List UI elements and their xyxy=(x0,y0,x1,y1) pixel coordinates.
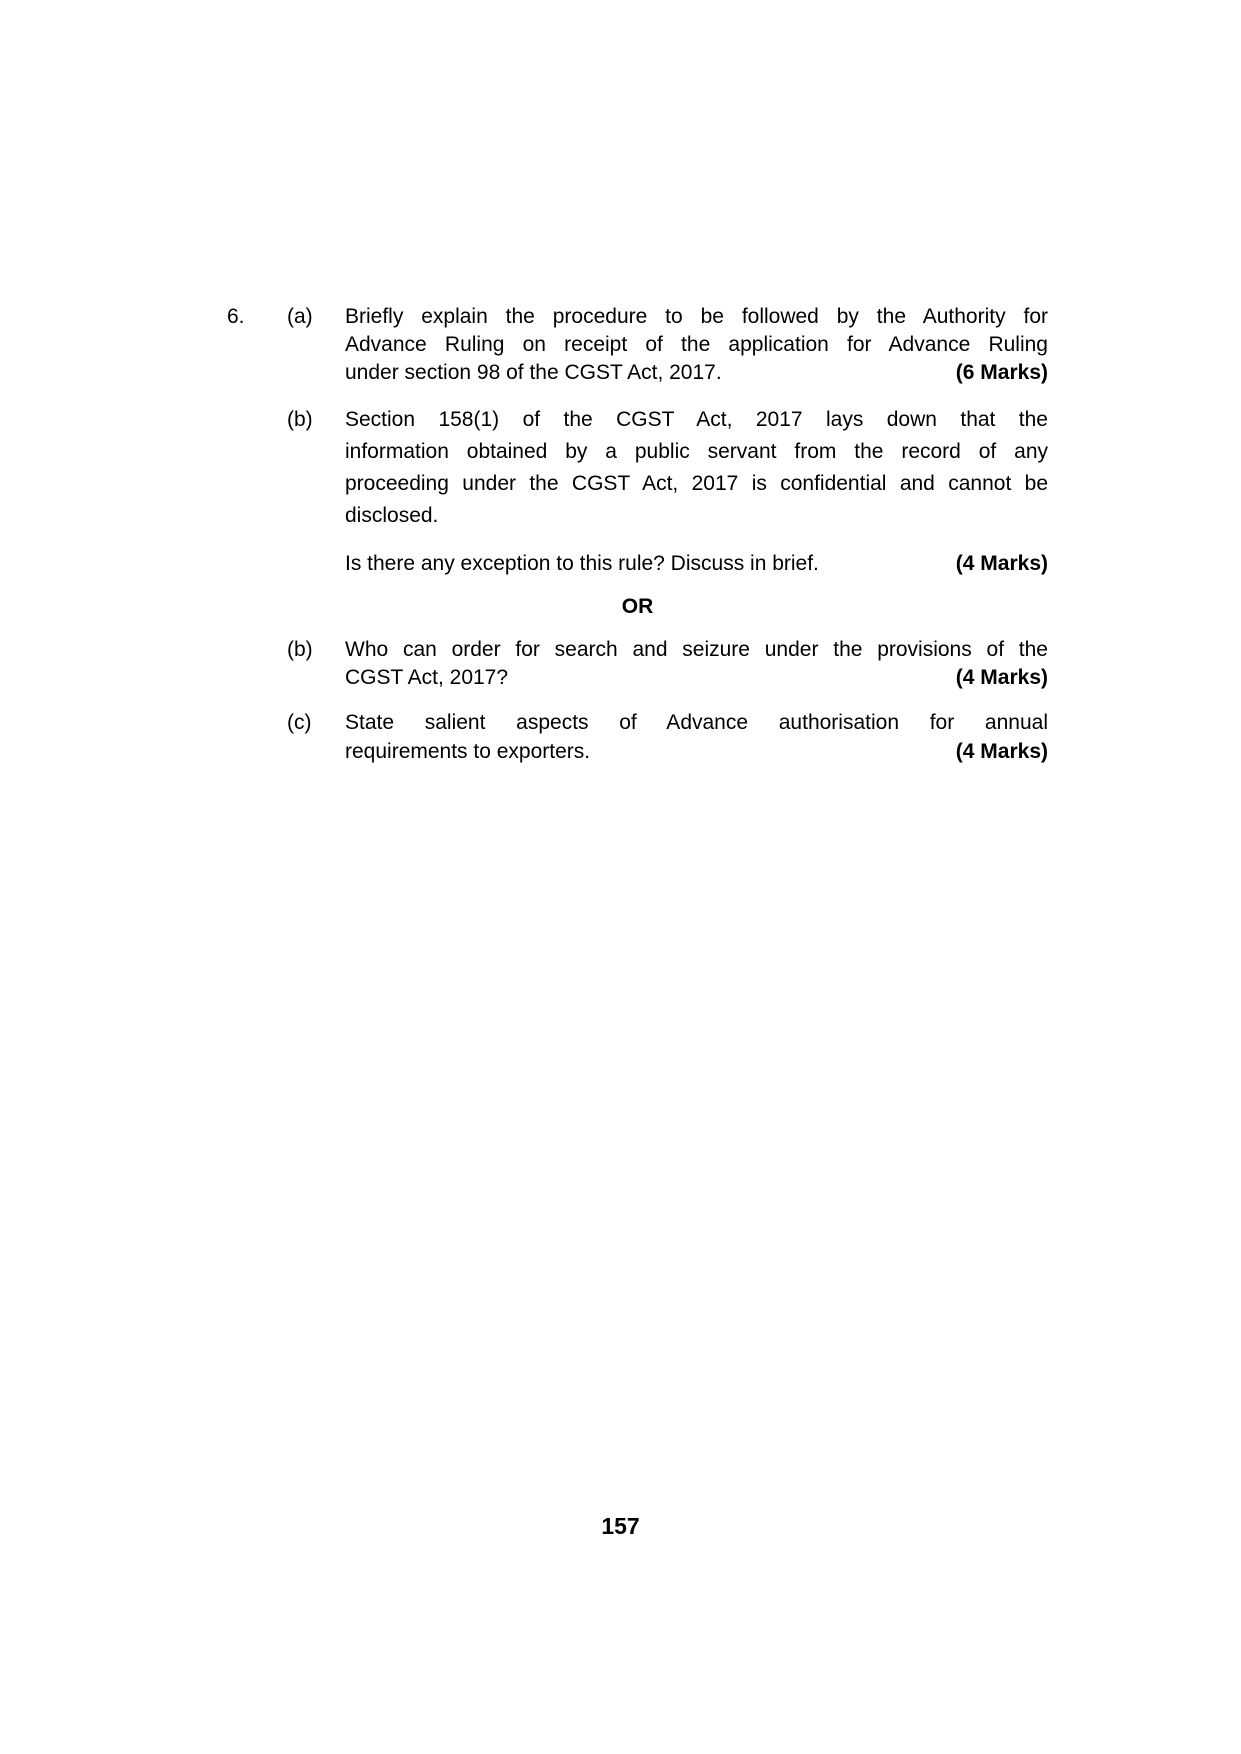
question-text-line: Section 158(1) of the CGST Act, 2017 lays down that the xyxy=(345,408,1048,431)
marks-badge: (4 Marks) xyxy=(955,666,1048,689)
or-separator: OR xyxy=(621,595,654,618)
marks-badge: (4 Marks) xyxy=(955,740,1048,763)
question-part-a xyxy=(227,303,1048,387)
statement-paragraph xyxy=(345,404,1048,532)
question-text-line: disclosed. xyxy=(345,504,439,527)
question-text: CGST Act, 2017? xyxy=(345,666,509,689)
question-text-line xyxy=(345,359,1048,387)
question-text-line: State salient aspects of Advance authorisation for annual xyxy=(345,711,1048,734)
part-body xyxy=(345,404,1048,578)
part-body xyxy=(345,303,1048,387)
question-text-line: Briefly explain the procedure to be followed by the Authority for xyxy=(345,305,1048,328)
question-text-line: proceeding under the CGST Act, 2017 is confidential and cannot be xyxy=(345,472,1048,495)
page-number: 157 xyxy=(601,1513,640,1539)
part-body xyxy=(345,708,1048,766)
part-label: (c) xyxy=(287,711,312,734)
question-text: under section 98 of the CGST Act, 2017. xyxy=(345,361,722,384)
question-text: Is there any exception to this rule? Discuss in brief. xyxy=(345,552,819,575)
question-text-line: information obtained by a public servant from the record of any xyxy=(345,440,1048,463)
marks-badge: (6 Marks) xyxy=(955,361,1048,384)
question-text-line xyxy=(345,737,1048,766)
question-part-b-alt xyxy=(227,636,1048,692)
question-text-line: Who can order for search and seizure under the provisions of the xyxy=(345,638,1048,661)
part-label: (b) xyxy=(287,638,313,661)
question-text-line xyxy=(345,664,1048,692)
part-label: (b) xyxy=(287,408,313,431)
question-part-b xyxy=(227,404,1048,578)
marks-badge: (4 Marks) xyxy=(955,552,1048,575)
question-number: 6. xyxy=(227,305,245,328)
part-body xyxy=(345,636,1048,692)
question-part-c xyxy=(227,708,1048,766)
part-label: (a) xyxy=(287,305,313,328)
question-text: requirements to exporters. xyxy=(345,740,591,763)
question-block xyxy=(227,303,1048,766)
question-text-line: Advance Ruling on receipt of the application for Advance Ruling xyxy=(345,333,1048,356)
question-text-line xyxy=(345,550,1048,578)
